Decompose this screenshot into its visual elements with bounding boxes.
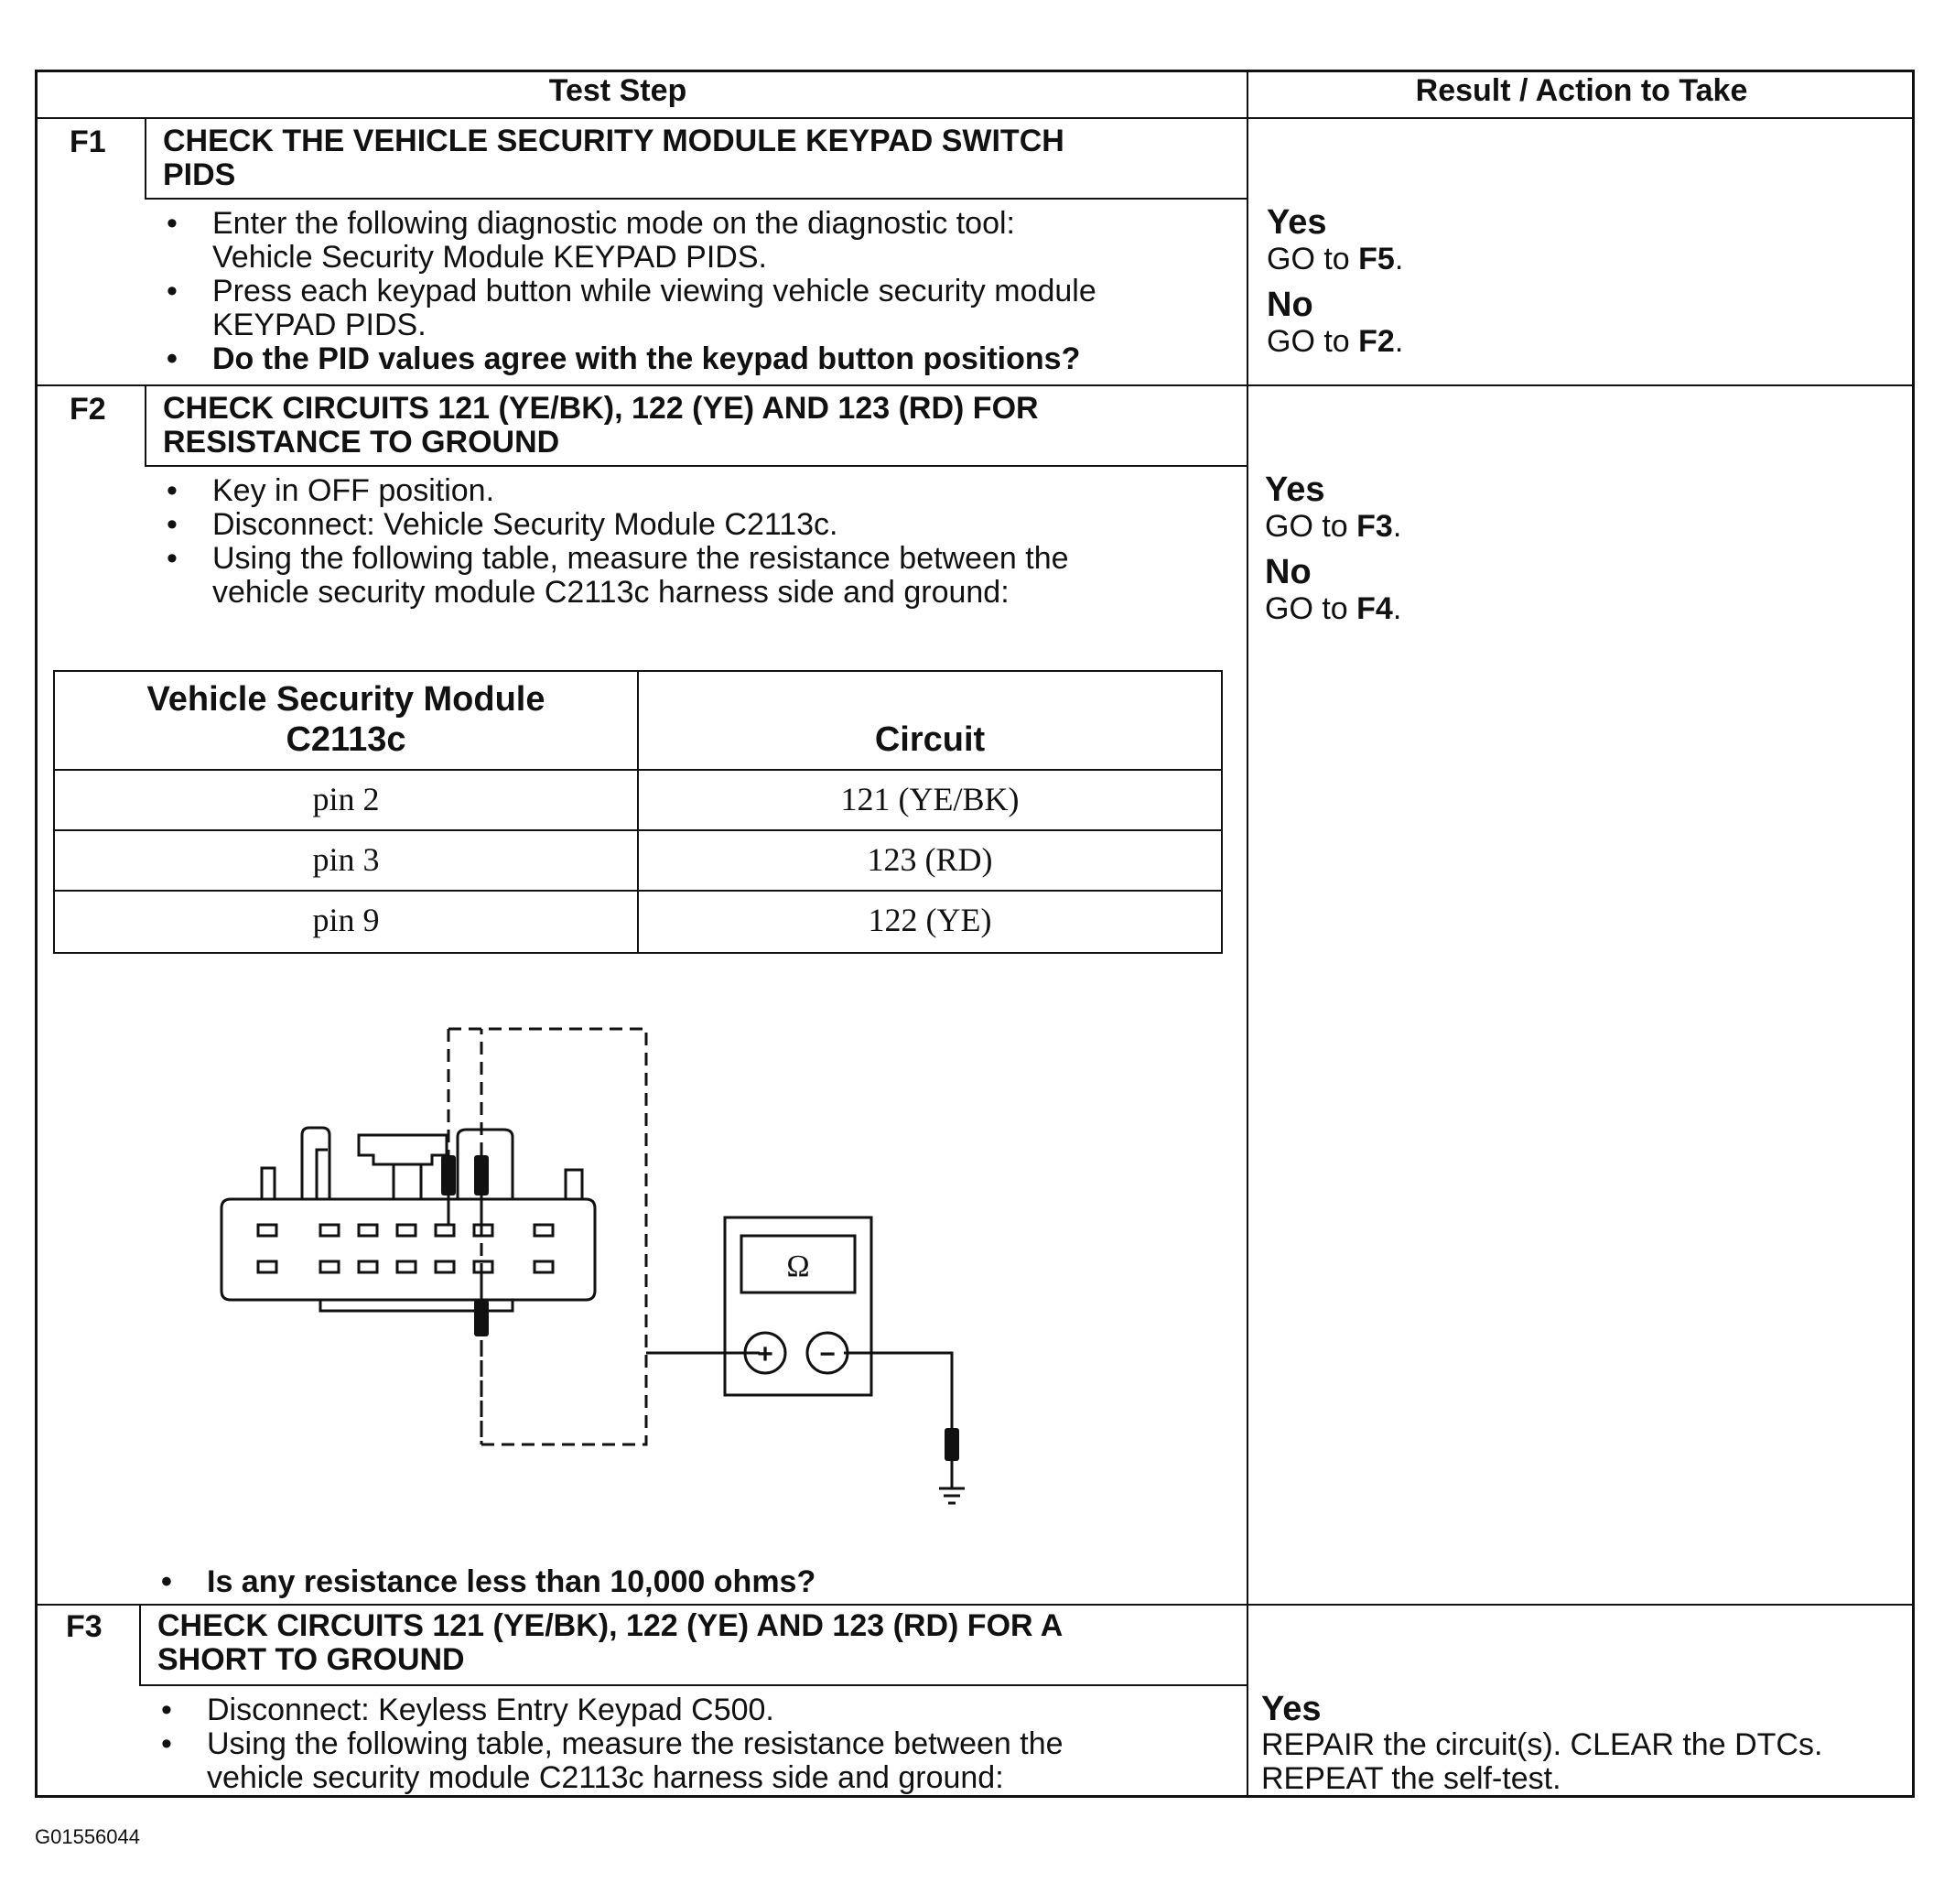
ground-symbol: [939, 1488, 965, 1503]
step-title-f3: CHECK CIRCUITS 121 (YE/BK), 122 (YE) AND 123 (RD) FOR A SHORT TO GROUND: [157, 1608, 1064, 1677]
pin-cavity: [535, 1261, 553, 1272]
connector-tab: [566, 1170, 582, 1199]
pin-cavity: [320, 1225, 339, 1236]
pin-table-cell-circuit: 121 (YE/BK): [840, 781, 1020, 817]
f1-result-yes-action: GO to F5.: [1267, 242, 1404, 276]
f3-bullet-2: • Using the following table, measure the resistance between the vehicle security module C2113c harness side and ground:: [207, 1727, 1064, 1795]
pin-cavity: [474, 1225, 492, 1236]
f3-result-yes-label: Yes: [1261, 1690, 1322, 1728]
pin-table-header-module: Vehicle Security Module C2113c: [146, 680, 545, 759]
step-id-f1: F1: [70, 124, 106, 159]
f2-result-yes-action: GO to F3.: [1265, 509, 1402, 544]
pin-cavity: [535, 1225, 553, 1236]
ground-probe-tip: [945, 1428, 959, 1461]
pin-table-header-circuit: Circuit: [874, 720, 986, 759]
connector-tab: [262, 1168, 275, 1199]
f1-result-no-action: GO to F2.: [1267, 324, 1404, 359]
f2-result-yes-label: Yes: [1265, 471, 1325, 509]
pin-cavity: [320, 1261, 339, 1272]
pin-cavity: [474, 1261, 492, 1272]
pin-cavity: [258, 1261, 276, 1272]
probe-tip: [441, 1155, 456, 1195]
f1-result-no-label: No: [1267, 286, 1313, 324]
pin-cavity: [359, 1225, 377, 1236]
multimeter-body: [725, 1217, 871, 1395]
header-result-action: Result / Action to Take: [1415, 73, 1748, 108]
probe-tip: [474, 1300, 489, 1336]
step-id-f2: F2: [70, 392, 106, 427]
probe-tip: [474, 1155, 489, 1195]
connector-lock: [359, 1135, 447, 1164]
f2-result-no-action: GO to F4.: [1265, 591, 1402, 626]
pin-cavity: [436, 1261, 454, 1272]
connector-body: [221, 1199, 595, 1300]
f2-bullet-3: • Using the following table, measure the resistance between the vehicle security module C2113c harness side and ground:: [212, 542, 1069, 610]
figure-code: G01556044: [35, 1825, 140, 1848]
pin-table-cell-pin: pin 9: [312, 902, 380, 938]
f1-result-yes-label: Yes: [1267, 203, 1327, 242]
meter-minus-label: −: [819, 1339, 836, 1369]
pin-cavity: [436, 1225, 454, 1236]
f3-bullet-1: • Disconnect: Keyless Entry Keypad C500.: [207, 1693, 774, 1727]
pin-cavity: [397, 1225, 416, 1236]
meter-negative-lead: [844, 1353, 952, 1428]
pin-cavity: [359, 1261, 377, 1272]
f2-bullet-1: • Key in OFF position.: [212, 474, 494, 508]
f3-result-yes-action: REPAIR the circuit(s). CLEAR the DTCs. REPEAT the self-test.: [1261, 1727, 1823, 1796]
connector-lock-body: [394, 1164, 421, 1199]
f1-bullet-2: • Press each keypad button while viewing vehicle security module KEYPAD PIDS.: [212, 275, 1096, 342]
f2-question: • Is any resistance less than 10,000 ohms?: [207, 1565, 815, 1599]
step-id-f3: F3: [66, 1609, 103, 1644]
pin-table-cell-circuit: 123 (RD): [867, 841, 993, 878]
meter-plus-label: +: [757, 1339, 773, 1369]
step-title-f2: CHECK CIRCUITS 121 (YE/BK), 122 (YE) AND 123 (RD) FOR RESISTANCE TO GROUND: [163, 391, 1039, 460]
meter-ohm-symbol: Ω: [786, 1250, 810, 1283]
f1-question: • Do the PID values agree with the keypad button positions?: [212, 342, 1080, 376]
pin-cavity: [397, 1261, 416, 1272]
f1-bullet-1: • Enter the following diagnostic mode on the diagnostic tool: Vehicle Security Module KEYPAD PIDS.: [212, 207, 1015, 275]
pin-table-cell-pin: pin 2: [312, 781, 380, 817]
pin-cavity: [258, 1225, 276, 1236]
pin-table-cell-pin: pin 3: [312, 841, 380, 878]
pin-table-cell-circuit: 122 (YE): [868, 902, 992, 938]
f2-result-no-label: No: [1265, 553, 1312, 591]
connector-latch: [317, 1150, 328, 1199]
f2-bullet-2: • Disconnect: Vehicle Security Module C2113c.: [212, 508, 838, 542]
step-title-f1: CHECK THE VEHICLE SECURITY MODULE KEYPAD SWITCH PIDS: [163, 124, 1064, 192]
header-test-step: Test Step: [548, 73, 687, 108]
